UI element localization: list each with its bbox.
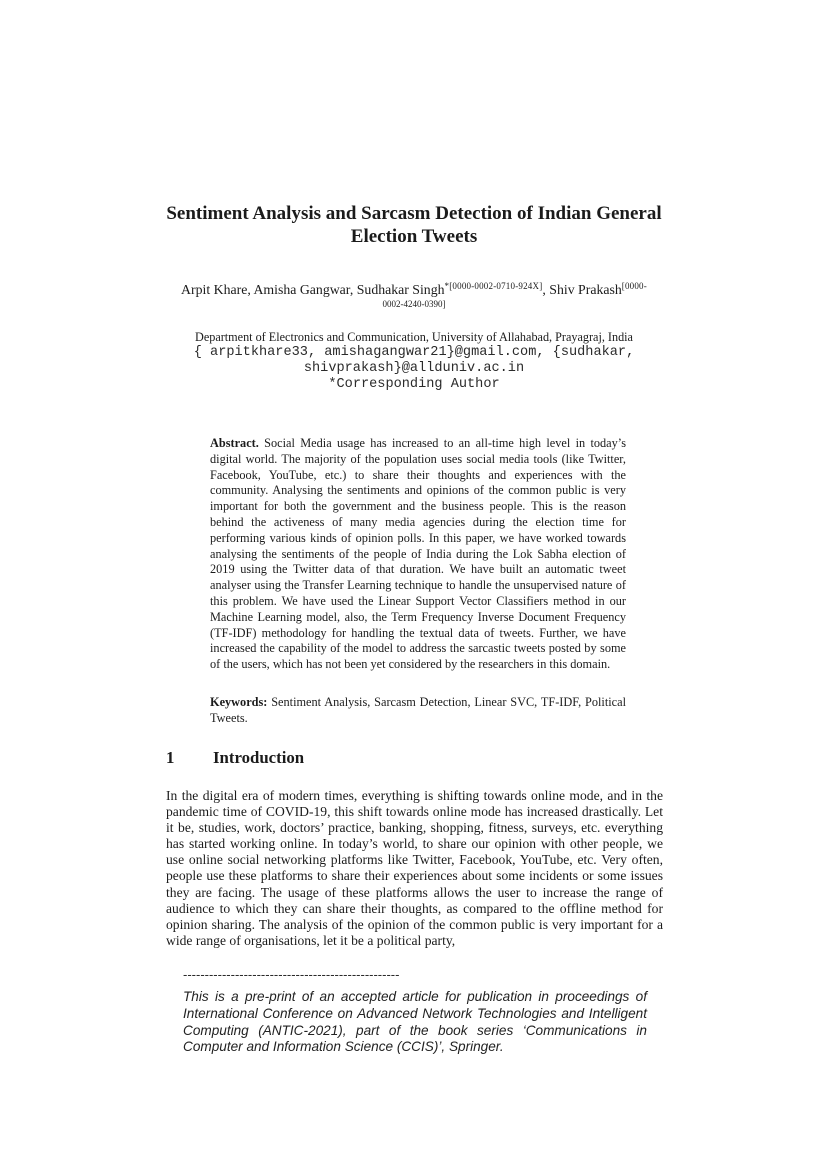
footnote-divider: -------------------------------------------------- [183, 968, 400, 982]
orcid-superscript-1: *[0000-0002-0710-924X] [444, 281, 543, 291]
section-title: Introduction [213, 748, 305, 767]
paper-title: Sentiment Analysis and Sarcasm Detection of Indian General Election Tweets [166, 203, 662, 247]
abstract-text: Social Media usage has increased to an all-time high level in today’s digital world. The majority of the population uses social media tools (like Twitter, Facebook, YouTube, etc.) to share their thoughts and experiences with the community. Analysing the sentiments and opinions of the common public is very important for both the government and the business people. This is the reason behind the activeness of many media agencies during the election time for performing various kinds of opinion polls. In this paper, we have worked towards analysing the sentiments of the people of India during the Lok Sabha election of 2019 using the Twitter data of that duration. We have built an automatic tweet analyser using the Transfer Learning technique to handle the unsupervised nature of this problem. We have used the Linear Support Vector Classifiers method in our Machine Learning model, also, the Term Frequency Inverse Document Frequency (TF-IDF) methodology for handling the textual data of tweets. Further, we have increased the capability of the model to address the sarcastic tweets posted by some of the users, which has not been yet considered by the researchers in this domain. [210, 436, 626, 672]
email-block [145, 345, 683, 394]
author-names-part2: , Shiv Prakash [542, 282, 622, 297]
section-number: 1 [166, 748, 175, 767]
email-line-1: { arpitkhare33, amishagangwar21}@gmail.com, {sudhakar, [193, 345, 635, 360]
corresponding-author-note: *Corresponding Author [328, 377, 500, 393]
section-heading-introduction [166, 748, 663, 768]
introduction-paragraph: In the digital era of modern times, everything is shifting towards online mode, and in the pandemic time of COVID-19, this shift towards online mode has increased drastically. Let it be, studies, work, doctors’ practice, banking, shopping, fitness, surveys, etc. everything has started working online. In today’s world, to share our opinion with other people, we use online social networking platforms like Twitter, Facebook, YouTube, etc. Very often, people use these platforms to share their experiences about some incidents or some issues they are facing. The usage of these platforms allows the user to increase the range of audience to which they can share their thoughts, as compared to the offline method for opinion sharing. The analysis of the opinion of the common public is very important for a wide range of organisations, let it be a political party, [166, 788, 663, 948]
abstract-section [210, 436, 626, 673]
keywords-label: Keywords: [210, 695, 268, 709]
author-names-part1: Arpit Khare, Amisha Gangwar, Sudhakar Singh [181, 282, 445, 297]
footnote-text: This is a pre-print of an accepted article for publication in proceedings of International Conference on Advanced Network Technologies and Intelligent Computing (ANTIC-2021), part of the book series ‘Communications in Computer and Information Science (CCIS)’, Springer. [183, 989, 647, 1055]
keywords-section [210, 694, 626, 726]
orcid-superscript-2-continuation: 0002-4240-0390] [382, 299, 446, 309]
abstract-label: Abstract. [210, 436, 259, 450]
preprint-footnote [183, 968, 647, 1056]
email-line-2: shivprakash}@allduniv.ac.in [303, 361, 525, 377]
affiliation-line: Department of Electronics and Communication, University of Allahabad, Prayagraj, India [195, 330, 633, 344]
orcid-superscript-2-start: [0000- [621, 281, 647, 291]
keywords-text: Sentiment Analysis, Sarcasm Detection, Linear SVC, TF-IDF, Political Tweets. [210, 695, 626, 726]
author-line [145, 278, 683, 309]
